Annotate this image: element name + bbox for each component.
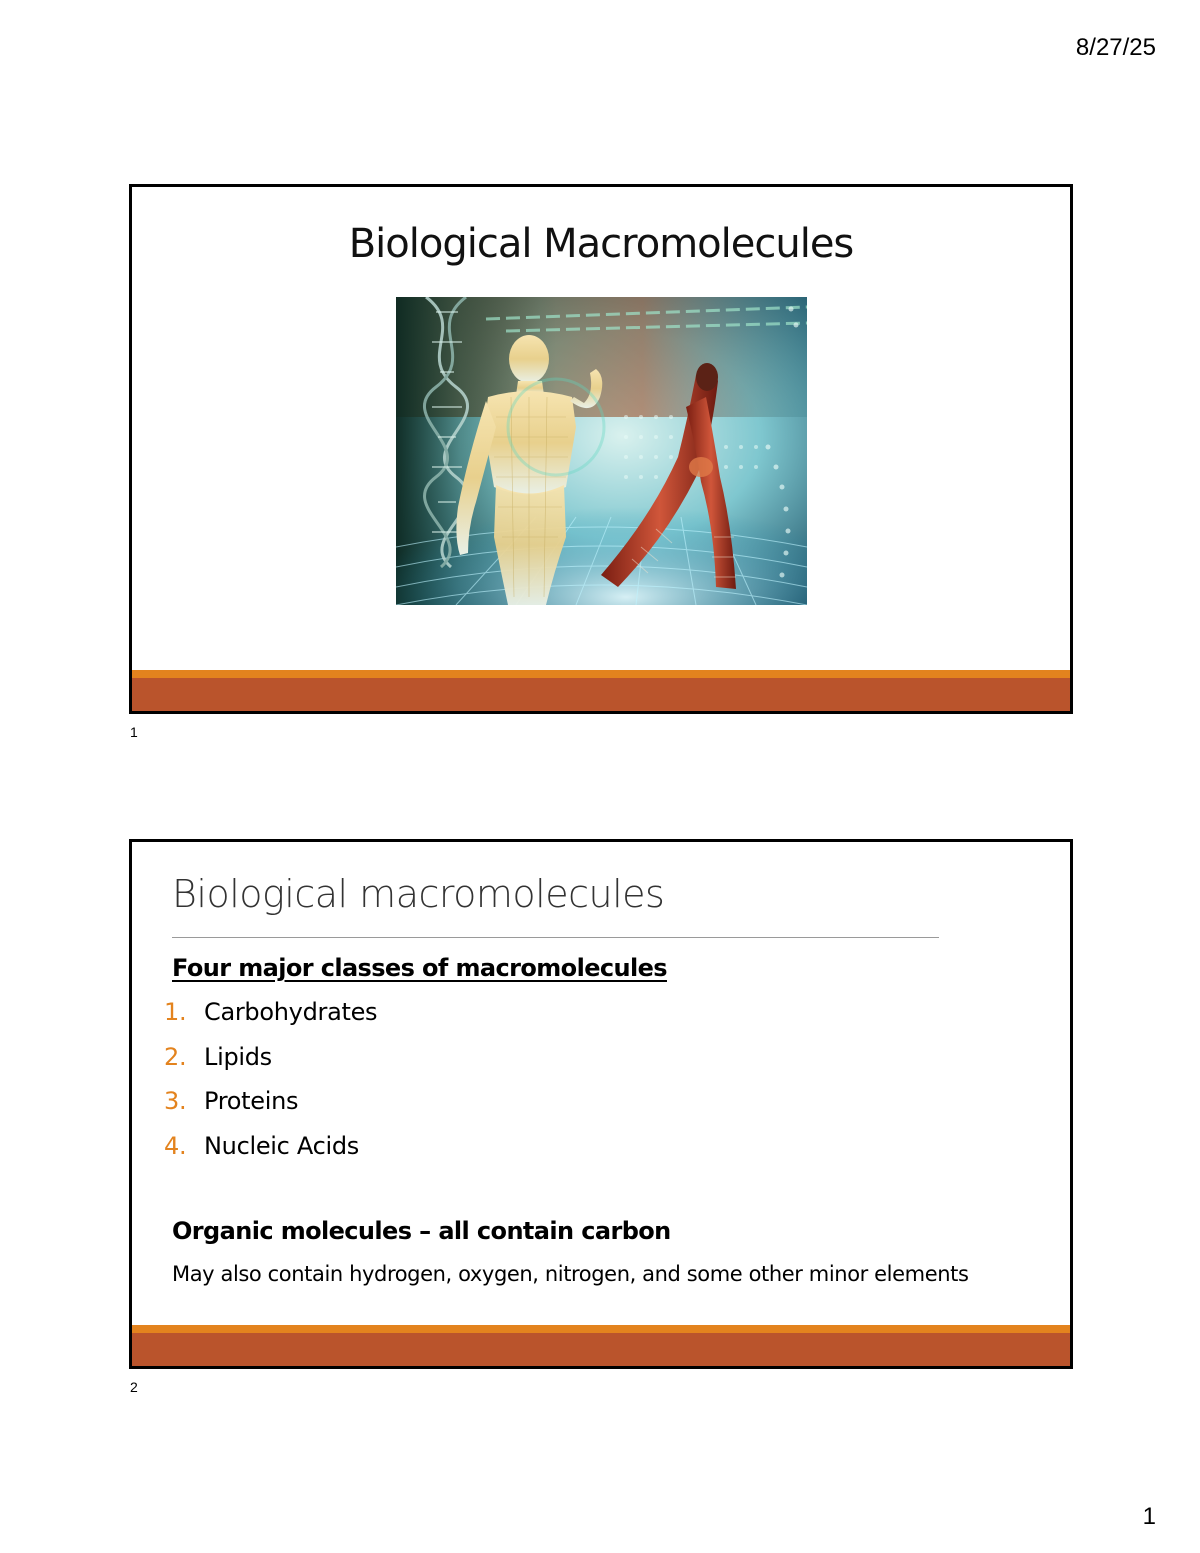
slide-2-number: 2 [130, 1379, 138, 1395]
list-item-text: Nucleic Acids [204, 1131, 359, 1160]
list-item [164, 1082, 377, 1127]
organic-molecules-heading: Organic molecules – all contain carbon [172, 1217, 671, 1245]
slide-1-footer-band [132, 670, 1070, 711]
dna-human-chromosome-illustration [396, 297, 807, 605]
page-number: 1 [1142, 1503, 1156, 1530]
list-item [164, 1127, 377, 1172]
macromolecule-classes-heading: Four major classes of macromolecules [172, 954, 667, 982]
list-item-text: Proteins [204, 1087, 299, 1115]
list-item-number: 3. [164, 1087, 187, 1115]
slide-2-title: Biological macromolecules [172, 872, 665, 916]
macromolecule-class-list [164, 993, 377, 1171]
title-divider [172, 937, 939, 938]
list-item-number: 4. [164, 1131, 187, 1160]
print-date: 8/27/25 [1075, 34, 1156, 61]
list-item-number: 2. [164, 1042, 187, 1071]
slide-1-title: Biological Macromolecules [348, 221, 854, 267]
list-item-text: Carbohydrates [204, 998, 378, 1026]
list-item [164, 993, 377, 1038]
slide-2 [129, 839, 1073, 1369]
list-item [164, 1038, 377, 1083]
slide-2-footer-band [132, 1325, 1070, 1366]
slide-1-number: 1 [130, 724, 138, 740]
slide-1 [129, 184, 1073, 714]
list-item-text: Lipids [204, 1042, 272, 1071]
list-item-number: 1. [164, 998, 187, 1026]
organic-molecules-detail: May also contain hydrogen, oxygen, nitrogen, and some other minor elements [172, 1262, 969, 1286]
